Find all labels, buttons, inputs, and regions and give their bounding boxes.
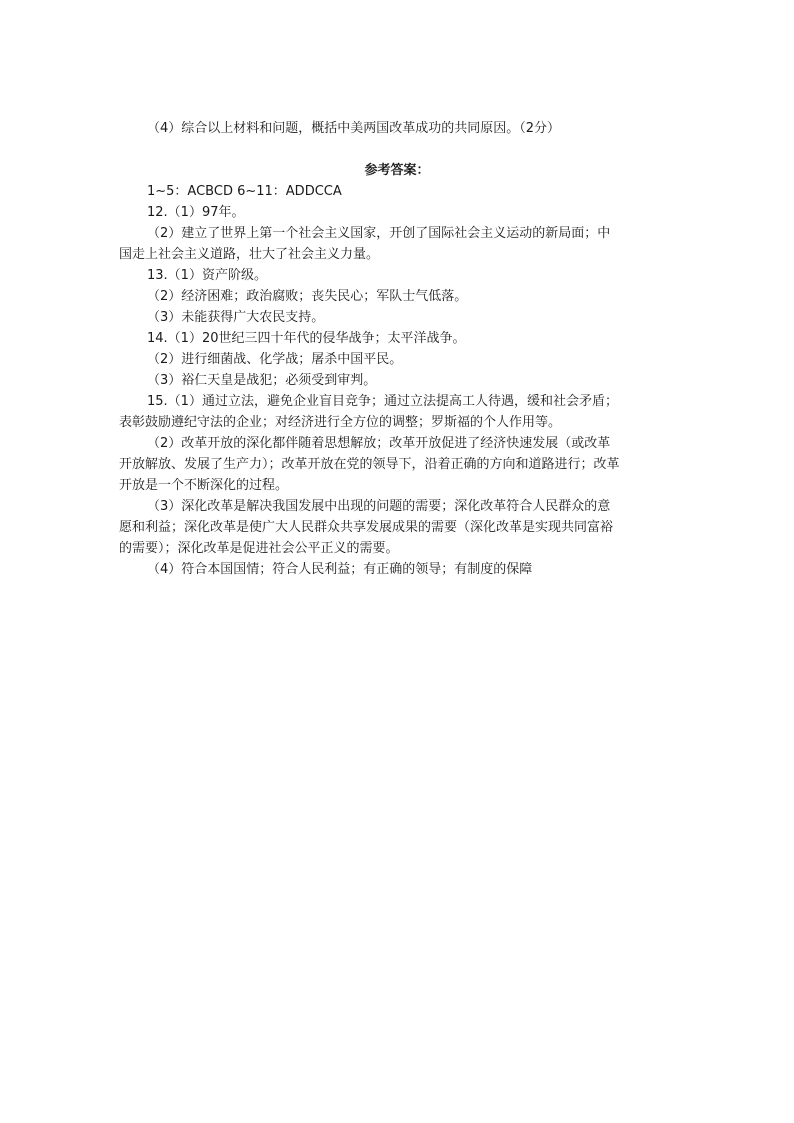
answer-line-15-4: （4）符合本国国情；符合人民利益；有正确的领导；有制度的保障 bbox=[147, 562, 533, 577]
answer-line-14-2: （2）进行细菌战、化学战；屠杀中国平民。 bbox=[147, 352, 403, 367]
answer-line-14-1: 14.（1）20世纪三四十年代的侵华战争；太平洋战争。 bbox=[147, 331, 466, 346]
answer-line-15-2a: （2）改革开放的深化都伴随着思想解放；改革开放促进了经济快速发展（或改革 bbox=[147, 436, 611, 451]
answer-key-heading: 参考答案： bbox=[364, 163, 430, 178]
answer-line-15-3b: 愿和利益；深化改革是使广大人民群众共享发展成果的需要（深化改革是实现共同富裕 bbox=[119, 520, 614, 535]
answer-line-13-3: （3）未能获得广大农民支持。 bbox=[147, 310, 325, 325]
answer-line-12-2a: （2）建立了世界上第一个社会主义国家，开创了国际社会主义运动的新局面；中 bbox=[147, 226, 611, 241]
answer-line-15-3a: （3）深化改革是解决我国发展中出现的问题的需要；深化改革符合人民群众的意 bbox=[147, 499, 611, 514]
answer-line-13-1: 13.（1）资产阶级。 bbox=[147, 268, 267, 283]
answer-line-15-1a: 15.（1）通过立法，避免企业盲目竞争；通过立法提高工人待遇，缓和社会矛盾； bbox=[147, 394, 618, 409]
answer-line-13-2: （2）经济困难；政治腐败；丧失民心；军队士气低落。 bbox=[147, 289, 468, 304]
answer-line-15-2b: 开放解放、发展了生产力）；改革开放在党的领导下，沿着正确的方向和道路进行；改革 bbox=[119, 457, 620, 472]
answer-line-15-2c: 开放是一个不断深化的过程。 bbox=[119, 478, 289, 493]
answer-line-14-3: （3）裕仁天皇是战犯；必须受到审判。 bbox=[147, 373, 377, 388]
answer-line-choice: 1~5：ACBCD 6~11：ADDCCA bbox=[147, 184, 342, 199]
answer-line-12-2b: 国走上社会主义道路，壮大了社会主义力量。 bbox=[119, 247, 380, 262]
answer-line-15-3c: 的需要）；深化改革是促进社会公平正义的需要。 bbox=[119, 541, 399, 556]
answer-line-12-1: 12.（1）97年。 bbox=[147, 205, 245, 220]
question-4-text: （4）综合以上材料和问题，概括中美两国改革成功的共同原因。（2分） bbox=[147, 121, 561, 136]
answer-line-15-1b: 表彰鼓励遵纪守法的企业；对经济进行全方位的调整；罗斯福的个人作用等。 bbox=[119, 415, 562, 430]
